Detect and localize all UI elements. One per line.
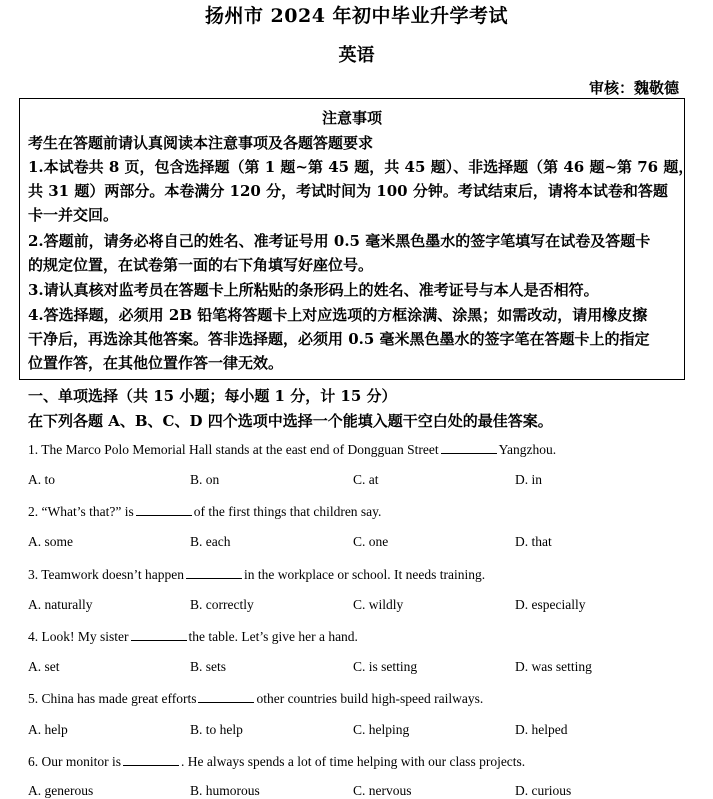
stem-text: Yangzhou.: [498, 442, 557, 457]
stem-text: in the workplace or school. It needs training.: [244, 567, 486, 582]
stem-text: . He always spends a lot of time helping with our class projects.: [181, 754, 526, 769]
option-a: A. naturally: [28, 597, 93, 612]
answer-blank: [198, 690, 254, 703]
question-stem: [28, 566, 485, 583]
option-d: D. was setting: [515, 659, 592, 674]
stem-text: of the first things that children say.: [193, 504, 382, 519]
stem-text: 3. Teamwork doesn’t happen: [28, 567, 185, 582]
option-d: D. helped: [515, 722, 568, 737]
option-c: C. nervous: [353, 783, 412, 798]
notice-line: 共 31 题）两部分。本卷满分 120 分，考试时间为 100 分钟。考试结束后，请将本试卷和答题: [28, 182, 668, 200]
notice-line: 考生在答题前请认真阅读本注意事项及各题答题要求: [28, 134, 374, 152]
stem-text: the table. Let’s give her a hand.: [188, 629, 358, 644]
question-stem: [28, 441, 556, 458]
option-d: D. in: [515, 472, 542, 487]
option-b: B. sets: [190, 659, 227, 674]
option-b: B. correctly: [190, 597, 254, 612]
notice-line: 的规定位置，在试卷第一面的右下角填写好座位号。: [28, 256, 374, 274]
stem-text: 1. The Marco Polo Memorial Hall stands at the east end of Dongguan Street: [28, 442, 439, 457]
option-b: B. to help: [190, 722, 243, 737]
stem-text: 4. Look! My sister: [28, 629, 129, 644]
stem-text: 2. “What’s that?” is: [28, 504, 134, 519]
notice-title: 注意事项: [321, 109, 382, 127]
stem-text: 5. China has made great efforts: [28, 691, 197, 706]
exam-title: 扬州市 2024 年初中毕业升学考试: [204, 5, 509, 27]
notice-line: 卡一并交回。: [28, 206, 119, 224]
notice-line: 1.本试卷共 8 页，包含选择题（第 1 题~第 45 题，共 45 题）、非选择题（第 46 题~第 76 题，: [28, 158, 694, 176]
notice-line: 位置作答，在其他位置作答一律无效。: [28, 354, 284, 372]
notice-line: 干净后，再选涂其他答案。答非选择题，必须用 0.5 毫米黑色墨水的签字笔在答题卡上的指定: [28, 330, 650, 348]
option-c: C. wildly: [353, 597, 404, 612]
answer-blank: [186, 566, 242, 579]
reviewer-credit: 审核：魏敬德: [588, 79, 679, 97]
stem-text: 6. Our monitor is: [28, 754, 121, 769]
option-a: A. some: [28, 534, 73, 549]
answer-blank: [136, 503, 192, 516]
option-c: C. helping: [353, 722, 410, 737]
stem-text: other countries build high-speed railways.: [256, 691, 484, 706]
answer-blank: [441, 441, 497, 454]
option-a: A. generous: [28, 783, 94, 798]
option-d: D. curious: [515, 783, 572, 798]
option-a: A. help: [28, 722, 68, 737]
option-a: A. set: [28, 659, 60, 674]
question-stem: [28, 503, 381, 520]
option-c: C. at: [353, 472, 379, 487]
option-b: B. humorous: [190, 783, 260, 798]
answer-blank: [131, 628, 187, 641]
notice-box: [19, 98, 694, 380]
notice-line: 3.请认真核对监考员在答题卡上所粘贴的条形码上的姓名、准考证号与本人是否相符。: [28, 281, 599, 299]
option-a: A. to: [28, 472, 55, 487]
option-c: C. one: [353, 534, 389, 549]
question-stem: [28, 690, 483, 707]
option-d: D. that: [515, 534, 552, 549]
answer-blank: [123, 753, 179, 766]
option-b: B. on: [190, 472, 220, 487]
option-b: B. each: [190, 534, 231, 549]
question-stem: [28, 753, 525, 770]
section-instruction: 在下列各题 A、B、C、D 四个选项中选择一个能填入题干空白处的最佳答案。: [28, 412, 553, 430]
notice-line: 2.答题前，请务必将自己的姓名、准考证号用 0.5 毫米黑色墨水的签字笔填写在试卷及答题卡: [28, 232, 651, 250]
section-heading: 一、单项选择（共 15 小题；每小题 1 分，计 15 分）: [28, 387, 397, 405]
notice-line: 4.答选择题，必须用 2B 铅笔将答题卡上对应选项的方框涂满、涂黑；如需改动，请用橡皮擦: [28, 306, 648, 324]
question-stem: [28, 628, 358, 645]
exam-subject: 英语: [338, 45, 375, 66]
option-d: D. especially: [515, 597, 586, 612]
option-c: C. is setting: [353, 659, 418, 674]
